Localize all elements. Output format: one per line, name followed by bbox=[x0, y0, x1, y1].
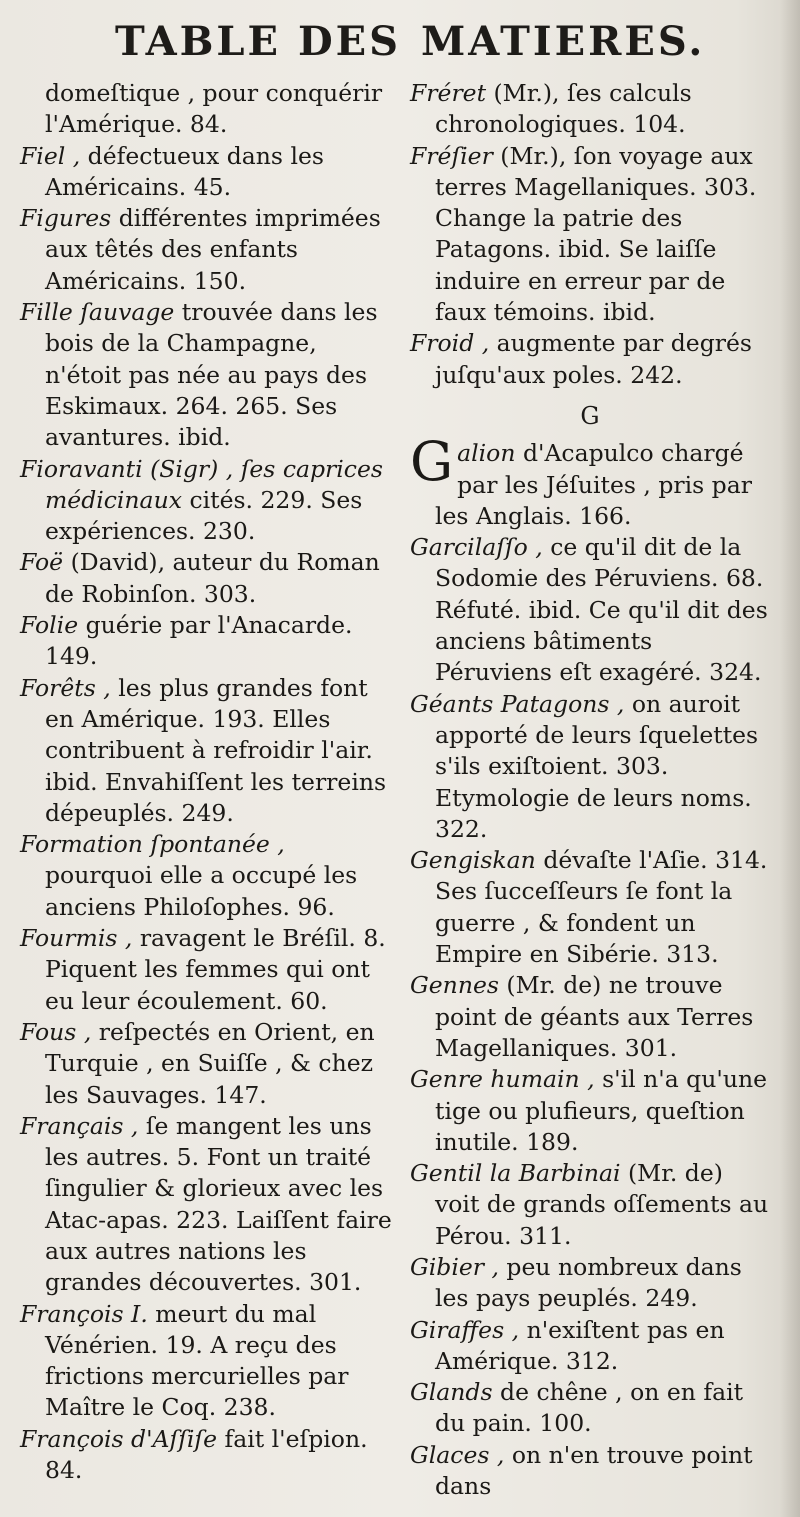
entry-head: Fiel , bbox=[20, 141, 81, 170]
drop-cap-initial: G bbox=[410, 430, 454, 494]
index-entry bbox=[410, 430, 770, 532]
entry-head: Français , bbox=[20, 1111, 139, 1140]
index-entry bbox=[20, 297, 398, 453]
index-entry bbox=[20, 610, 398, 673]
entry-head: Folie bbox=[20, 611, 79, 640]
entry-text: (Mr.), ſon voyage aux terres Magellaniques. 303. Change la patrie des Patagons. ibid. Se laiſſe induire en erreur par de faux témoins. ibid. bbox=[435, 141, 757, 327]
index-entry bbox=[20, 203, 398, 297]
entry-head: Gentil la Barbinai bbox=[410, 1159, 621, 1188]
index-entry bbox=[410, 141, 770, 329]
right-column bbox=[410, 78, 770, 1502]
entry-head: François d'Aſſiſe bbox=[20, 1424, 218, 1453]
entry-head: Glands bbox=[410, 1378, 493, 1407]
index-entry bbox=[20, 673, 398, 829]
entry-text: s'il n'a qu'une tige ou plufieurs, queſtion inutile. 189. bbox=[435, 1065, 767, 1156]
index-entry bbox=[20, 1111, 398, 1299]
index-entry bbox=[410, 1252, 770, 1315]
index-entry bbox=[20, 454, 398, 548]
continued-entry: domeſtique , pour conquérir l'Amérique. 84. bbox=[45, 79, 383, 139]
entry-text: trouvée dans les bois de la Champagne, n'étoit pas née au pays des Eskimaux. 264. 265. Ses avantures. ibid. bbox=[45, 298, 378, 452]
entry-head: Gennes bbox=[410, 971, 499, 1000]
entry-head: Glaces , bbox=[410, 1440, 505, 1469]
entry-text: augmente par degrés juſqu'aux poles. 242. bbox=[435, 329, 752, 389]
entry-head: Fioravanti (Sigr) , ſes caprices médicinaux bbox=[20, 454, 383, 514]
index-entry bbox=[20, 923, 398, 1017]
entry-head: Gengiskan bbox=[410, 846, 536, 875]
page-edge-shadow bbox=[780, 0, 800, 1517]
entry-text: cités. 229. Ses expériences. 230. bbox=[45, 485, 363, 546]
entry-text: défectueux dans les Américains. 45. bbox=[45, 141, 324, 201]
index-entry bbox=[410, 1440, 770, 1503]
running-head bbox=[115, 18, 706, 65]
entry-text: dévaſte l'Aſie. 314. Ses ſucceſſeurs ſe font la guerre , & fondent un Empire en Sibérie. 313. bbox=[435, 846, 768, 969]
entry-text: ce qu'il dit de la Sodomie des Péruviens. 68. Réfuté. ibid. Ce qu'il dit des anciens bâtiments Péruviens eſt exagéré. 324. bbox=[435, 533, 768, 687]
entry-text: différentes imprimées aux têtés des enfants Américains. 150. bbox=[45, 204, 381, 295]
entry-head: Froid , bbox=[410, 329, 490, 358]
entry-text: pourquoi elle a occupé les anciens Philoſophes. 96. bbox=[45, 861, 358, 921]
entry-head: Fréſier bbox=[410, 141, 493, 170]
entry-text: d'Acapulco chargé par les Jéſuites , pris par les Anglais. 166. bbox=[435, 439, 752, 530]
entry-text: n'exiſtent pas en Amérique. 312. bbox=[435, 1315, 725, 1375]
index-entry bbox=[410, 532, 770, 688]
index-entry bbox=[20, 1017, 398, 1111]
index-entry bbox=[410, 1064, 770, 1158]
entry-text: (Mr. de) voit de grands oſſements au Pérou. 311. bbox=[435, 1159, 769, 1250]
entry-text: ſe mangent les uns les autres. 5. Font un traité ſingulier & glorieux avec les Atac-apas. 223. Laiſſent faire aux autres nations les grandes découvertes. 301. bbox=[45, 1111, 392, 1297]
entry-text: les plus grandes font en Amérique. 193. Elles contribuent à refroidir l'air. ibid. Envahiſſent les terreins dépeuplés. 249. bbox=[45, 673, 387, 827]
entry-text: peu nombreux dans les pays peuplés. 249. bbox=[435, 1252, 742, 1313]
entry-text: on auroit apporté de leurs ſquelettes s'ils exiſtoient. 303. Etymologie de leurs noms. 322. bbox=[435, 689, 759, 843]
entry-text: meurt du mal Vénérien. 19. A reçu des frictions mercurielles par Maître le Coq. 238. bbox=[45, 1299, 349, 1422]
index-entry bbox=[410, 845, 770, 970]
entry-head: Fourmis , bbox=[20, 924, 133, 953]
entry-text: (Mr.), ſes calculs chronologiques. 104. bbox=[435, 79, 692, 139]
entry-text: on n'en trouve point dans bbox=[435, 1440, 753, 1501]
entry-head: Fous , bbox=[20, 1017, 92, 1046]
entry-text: guérie par l'Anacarde. 149. bbox=[45, 611, 353, 671]
index-entry bbox=[410, 1315, 770, 1378]
running-head-left: TABLE DES bbox=[115, 18, 402, 65]
left-column bbox=[20, 78, 398, 1486]
entry-head: François I. bbox=[20, 1299, 148, 1328]
entry-text: de chêne , on en fait du pain. 100. bbox=[435, 1378, 744, 1438]
entry-head: Fréret bbox=[410, 79, 487, 107]
entry-head: alion bbox=[457, 439, 516, 468]
entry-head: Figures bbox=[20, 204, 112, 233]
index-entry bbox=[410, 689, 770, 845]
entry-head: Formation ſpontanée , bbox=[20, 830, 285, 859]
index-entry bbox=[410, 78, 770, 141]
entry-text: ravagent le Bréſil. 8. Piquent les femmes qui ont eu leur écoulement. 60. bbox=[45, 924, 386, 1015]
entry-text: (Mr. de) ne trouve point de géants aux Terres Magellaniques. 301. bbox=[435, 971, 754, 1062]
section-letter: G bbox=[580, 401, 600, 430]
index-entry bbox=[410, 1158, 770, 1252]
entry-head: Genre humain , bbox=[410, 1065, 595, 1094]
entry-head: Fille ſauvage bbox=[20, 298, 175, 327]
entry-text: fait l'eſpion. 84. bbox=[45, 1424, 368, 1485]
running-head-right: MATIERES. bbox=[421, 18, 706, 65]
entry-head: Forêts , bbox=[20, 673, 111, 702]
entry-text: (David), auteur du Roman de Robinſon. 303. bbox=[45, 548, 380, 608]
index-entry bbox=[20, 829, 398, 923]
index-entry bbox=[20, 547, 398, 610]
index-entry bbox=[410, 328, 770, 391]
index-entry bbox=[20, 141, 398, 204]
entry-head: Garcilaſſo , bbox=[410, 533, 543, 562]
index-entry bbox=[20, 1424, 398, 1487]
entry-head: Foë bbox=[20, 548, 64, 577]
entry-head: Gibier , bbox=[410, 1252, 499, 1281]
index-entry bbox=[410, 1377, 770, 1440]
entry-text: reſpectés en Orient, en Turquie , en Suiſſe , & chez les Sauvages. 147. bbox=[45, 1017, 375, 1109]
index-entry bbox=[410, 970, 770, 1064]
entry-head: Géants Patagons , bbox=[410, 689, 625, 718]
index-entry bbox=[20, 1299, 398, 1424]
entry-head: Giraffes , bbox=[410, 1315, 520, 1344]
